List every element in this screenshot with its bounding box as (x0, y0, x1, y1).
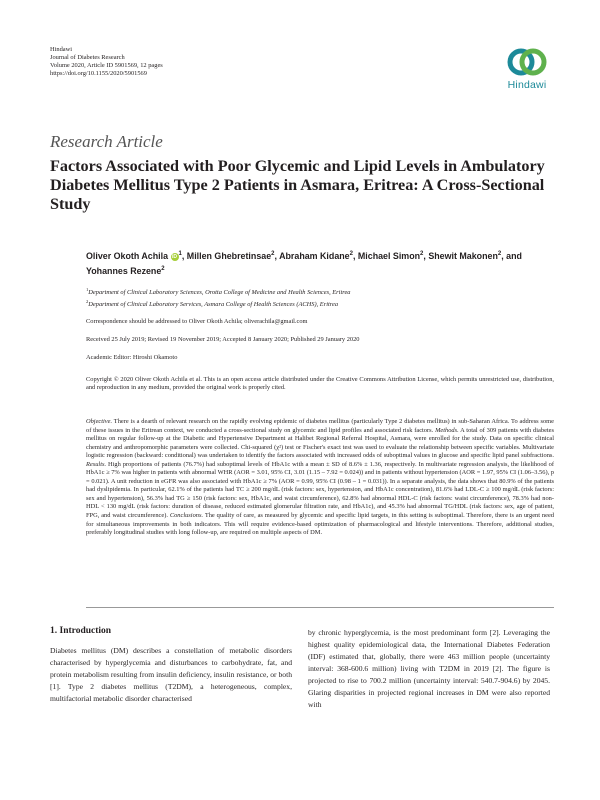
orcid-icon[interactable]: iD (172, 253, 178, 260)
copyright-notice: Copyright © 2020 Oliver Okoth Achila et al. This is an open access article distributed under the Creative Commons Attribution License, which permits unrestricted use, distribution, and reproduction in any medium, provided the original work is properly cited. (86, 376, 554, 392)
author-affiliation-number: 2 (497, 251, 502, 257)
abstract-results: High proportions of patients (76.7%) had suboptimal levels of HbA1c with a mean ± SD of 8.6% ± 1.36, respectively. In multivariate regression analysis, the likelihood of HbA1c ≥ 7% was higher in patients with abnormal WHR (AOR = 3.01, 95% CI, 3.01 (1.15 – 7.92 = 0.024)) and in patients without hypertension (AOR = 1.97, 95% CI (1.06–3.56), p = 0.021). A unit reduction in eGFR was also associated with HbA1c ≥ 7% (AOR = 0.99, 95% CI (0.98 – 1 = 0.031)). In a separate analysis, the data shows that 80.9% of the patients had dyslipidemia. In particular, 62.1% of the patients had TC ≥ 200 mg/dL (risk factors: sex, hypertension, and HbA1c concentration), 81.6% had LDL-C ≥ 100 mg/dL (risk factors: sex and hypertension), 56.3% had TG ≥ 150 (risk factors: sex, HbA1c, and waist circumference), 62.8% had abnormal HDL-C (risk factors: waist circumference), 78.3% had non-HDL < 130 mg/dL (risk factors: duration of disease, reduced estimated glomerular filtration rate, and HbA1c), and 45.3% had abnormal TG/HDL (risk factors: sex, age of patient, FPG, and waist circumference). (86, 460, 554, 520)
abstract-results-label: Results. (86, 460, 107, 468)
author-name: Shewit Makonen (428, 250, 498, 261)
section-heading-introduction: 1. Introduction (50, 626, 112, 636)
author-affiliation-number: 2 (420, 251, 424, 257)
introduction-column-left: Diabetes mellitus (DM) describes a constellation of metabolic disorders characterised by hyperglycemia and disturbances to carbohydrate, fat, and protein metabolism resulting from insulin deficiency, insulin resistance, or both [1]. Type 2 diabetes mellitus (T2DM), a heterogeneous, complex, multifactorial metabolic disorder characterised (50, 646, 292, 703)
introduction-column-right: by chronic hyperglycemia, is the most predominant form [2]. Leveraging the highest quality epidemiological data, the International Diabetes Federation (IDF) estimated that, globally, there were 463 million people (uncertainty interval: 368-600.6 million) living with T2DM in 2019 [2]. The figure is projected to rise to 700.2 million (uncertainty interval: 540.7-904.6) by 2045. Glaring disparities in projected regional increases in DM were also reported with (308, 628, 550, 709)
abstract-methods: A total of 309 patients with diabetes mellitus on regular follow-up at the Diabetic and Hypertensive Department at Halibet Regional Referral Hospital, Asmara, were enrolled for the study. Data on specific clinical chemistry and anthropomorphic parameters were collected. Chi-squared (χ²) test or Fischer's exact test was used to evaluate the relationship between specific variables. Multivariate logistic regression (backward: conditional) was undertaken to identify the factors associated with increased odds of suboptimal values in glucose and specific lipid panel subfractions. (86, 426, 554, 460)
author-affiliation-number: 2 (271, 251, 275, 257)
journal-name: Journal of Diabetes Research (50, 54, 125, 61)
correspondence: Correspondence should be addressed to Oliver Okoth Achila; oliverachila@gmail.com (86, 318, 308, 325)
author-list: Oliver Okoth Achila iD $^1$, Millen Ghebretinsae$^2$, Abraham Kidane$^2$, Michael Simon$^2$, Shewit Makonen$^2$, and Yohannes Rezene$^2$ (86, 250, 522, 276)
author-name: Michael Simon (357, 250, 421, 261)
doi-link[interactable]: https://doi.org/10.1155/2020/5901569 (50, 70, 147, 77)
author-affiliation-number: 2 (161, 265, 165, 272)
author-name: Oliver Okoth Achila (86, 250, 169, 261)
publisher-name: Hindawi (50, 46, 73, 53)
volume-line: Volume 2020, Article ID 5901569, 12 pages (50, 62, 163, 69)
abstract (86, 418, 554, 538)
hindawi-logo (498, 46, 556, 104)
abstract-conclusions-label: Conclusions. (169, 512, 204, 520)
hindawi-logo-icon (505, 46, 549, 78)
article-type: Research Article (50, 132, 163, 151)
author-name: Millen Ghebretinsae (186, 250, 272, 261)
author-affiliation-number: 2 (349, 251, 353, 257)
publication-dates: Received 25 July 2019; Revised 19 November 2019; Accepted 8 January 2020; Published 29 January 2020 (86, 336, 360, 343)
author-name: Yohannes Rezene (86, 265, 162, 276)
academic-editor: Academic Editor: Hiroshi Okamoto (86, 354, 178, 361)
logo-text: Hindawi (507, 79, 547, 91)
journal-meta (50, 46, 163, 78)
author-affiliation-number: 1 (178, 251, 182, 257)
abstract-objective: There is a dearth of relevant research on the rapidly evolving epidemic of diabetes mellitus (particularly Type 2 diabetes mellitus) in sub-Saharan Africa. To address some of these issues in the Eritrean context, we conducted a cross-sectional study on glycemic and lipid profiles and associated risk factors. (86, 418, 554, 434)
author-name: Abraham Kidane (279, 250, 350, 261)
section-divider (86, 607, 554, 608)
abstract-conclusions: The quality of care, as measured by glycemic and specific lipid targets, in this setting is suboptimal. Therefore, there is an urgent need for simultaneous improvements in both indicators. This will require evidence-based optimization of pharmacological and lifestyle interventions. Therefore, additional studies, preferably longitudinal studies with long follow-up, are required on multiple aspects of DM. (86, 512, 554, 537)
affiliations (86, 286, 554, 309)
abstract-methods-label: Methods. (435, 426, 459, 434)
article-title: Factors Associated with Poor Glycemic and Lipid Levels in Ambulatory Diabetes Mellitus Type 2 Patients in Asmara, Eritrea: A Cross-Sectional Study (50, 157, 545, 213)
affiliation-1: $^1$Department of Clinical Laboratory Sciences, Orotta College of Medicine and Health Sciences, Eritrea (86, 287, 351, 297)
affiliation-2: $^2$Department of Clinical Laboratory Services, Asmara College of Health Sciences (ACHS), Eritrea (86, 298, 339, 308)
abstract-objective-label: Objective. (86, 418, 113, 425)
